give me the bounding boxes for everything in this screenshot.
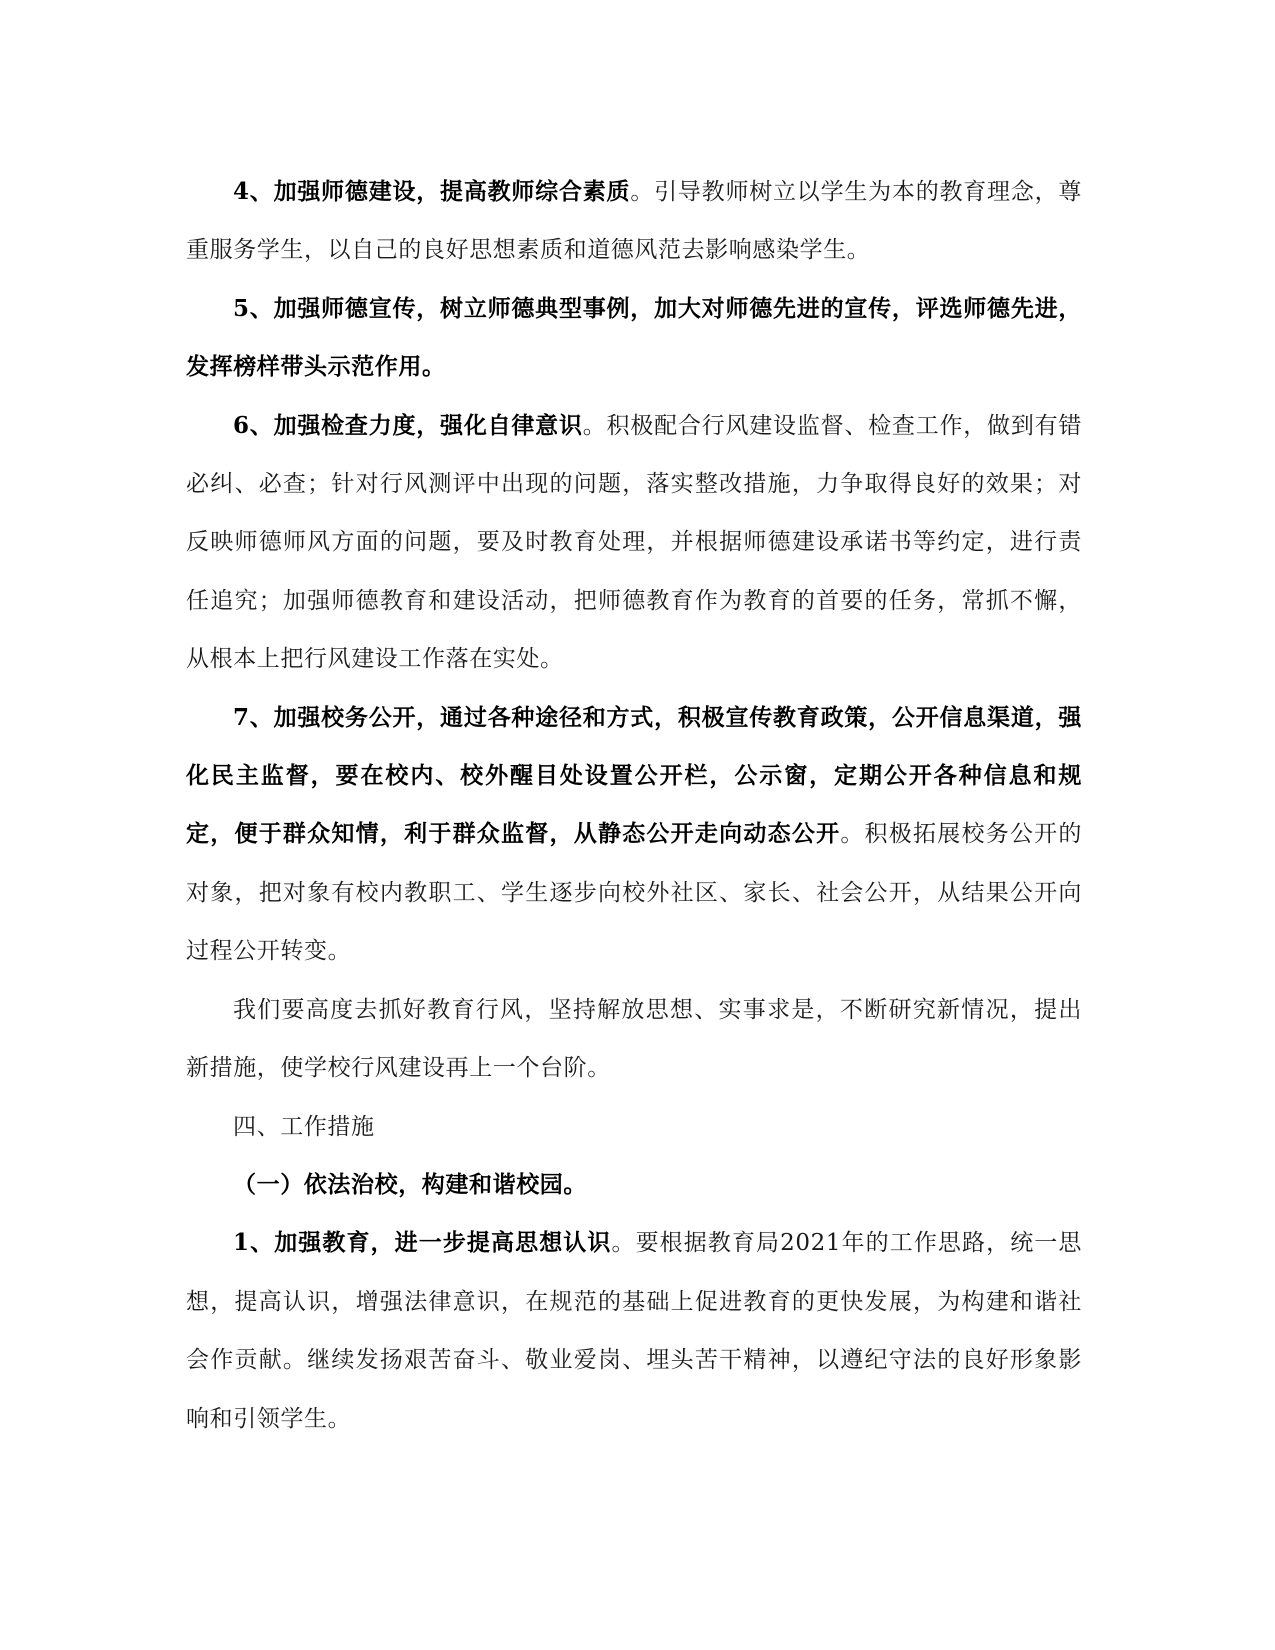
paragraph-item-5: [186, 280, 1082, 397]
paragraph-item-1: [186, 1214, 1082, 1448]
paragraph-item-6: [186, 397, 1082, 689]
paragraph-text: 。引导教师树立以学生为本的教育理念，尊重服务学生，以自己的良好思想素质和道德风范去影响感染学生。: [186, 179, 1082, 264]
section-heading-text: 四、工作措施: [233, 1113, 375, 1140]
paragraph-item-4: [186, 163, 1082, 280]
paragraph-heading: 6、加强检查力度，强化自律意识: [233, 411, 583, 439]
subsection-heading-rule-of-law: [186, 1156, 1082, 1214]
subsection-heading-text: （一）依法治校，构建和谐校园。: [233, 1170, 587, 1198]
paragraph-summary: [186, 981, 1082, 1098]
paragraph-heading: 4、加强师德建设，提高教师综合素质: [233, 178, 631, 205]
paragraph-text: 。要根据教育局2021年的工作思路，统一思想，提高认识，增强法律意识，在规范的基础上促进教育的更快发展，为构建和谐社会作贡献。继续发扬艰苦奋斗、敬业爱岗、埋头苦干精神，以遵纪守法的良好形象影响和引领学生。: [186, 1230, 1082, 1432]
paragraph-heading: 7、加强校务公开，通过各种途径和方式，积极宣传教育政策，公开信息渠道，强化民主监督，要在校内、校外醒目处设置公开栏，公示窗，定期公开各种信息和规定，便于群众知情，利于群众监督，从静态公开走向动态公开: [186, 703, 1082, 848]
document-body: [186, 163, 1082, 1448]
paragraph-text: 我们要高度去抓好教育行风，坚持解放思想、实事求是，不断研究新情况，提出新措施，使学校行风建设再上一个台阶。: [186, 996, 1082, 1082]
paragraph-text: 。积极配合行风建设监督、检查工作，做到有错必纠、必查；针对行风测评中出现的问题，落实整改措施，力争取得良好的效果；对反映师德师风方面的问题，要及时教育处理，并根据师德建设承诺书等约定，进行责任追究；加强师德教育和建设活动，把师德教育作为教育的首要的任务，常抓不懈，从根本上把行风建设工作落在实处。: [186, 412, 1082, 673]
paragraph-text: 。积极拓展校务公开的对象，把对象有校内教职工、学生逐步向校外社区、家长、社会公开，从结果公开向过程公开转变。: [186, 821, 1083, 965]
paragraph-heading: 1、加强教育，进一步提高思想认识: [233, 1229, 612, 1257]
section-heading-work-measures: [186, 1098, 1082, 1156]
paragraph-heading: 5、加强师德宣传，树立师德典型事例，加大对师德先进的宣传，评选师德先进，发挥榜样带头示范作用。: [186, 294, 1082, 381]
paragraph-item-7: [186, 689, 1082, 981]
